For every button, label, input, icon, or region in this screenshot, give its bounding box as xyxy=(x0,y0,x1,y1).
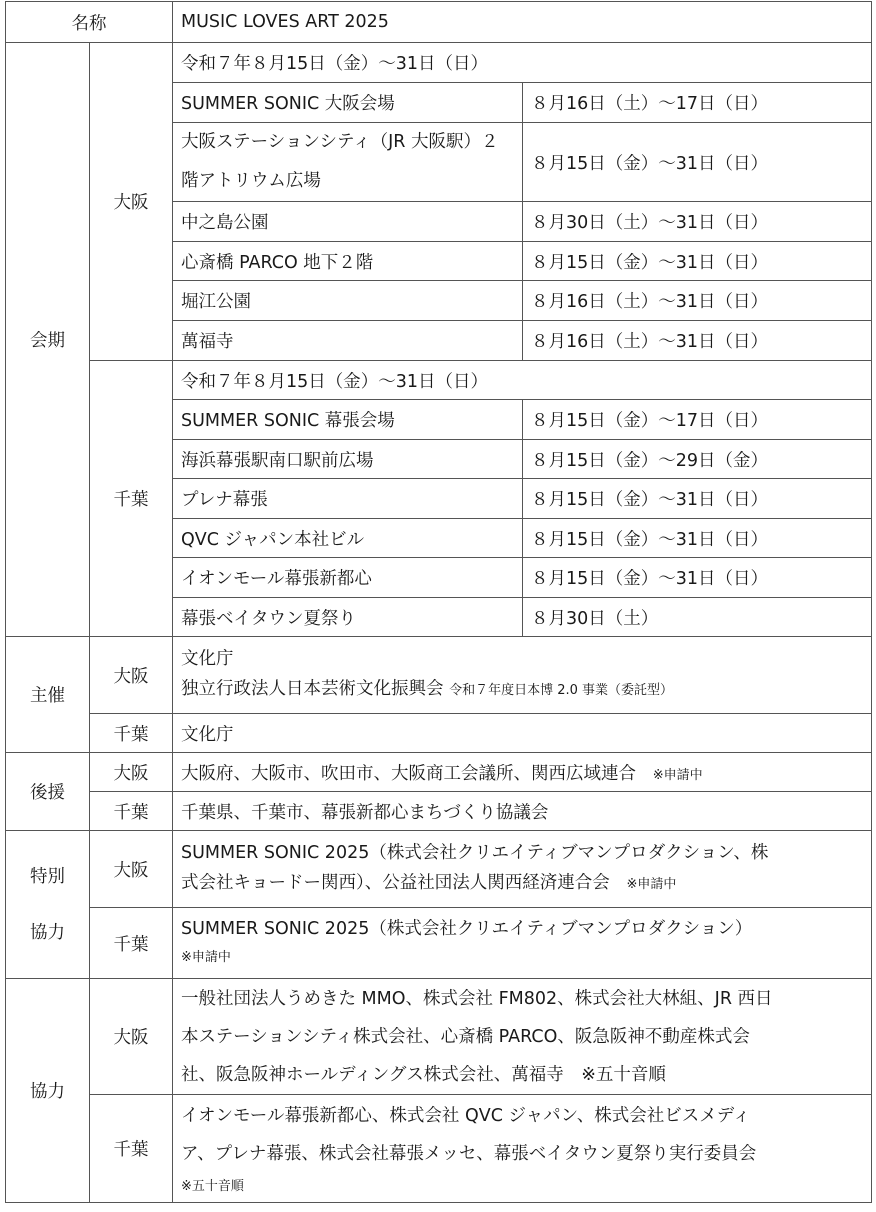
special-osaka-line2-wrap xyxy=(181,868,863,900)
special-chiba-line1: SUMMER SONIC 2025（株式会社クリエイティブマンプロダクション） xyxy=(181,919,753,939)
event-info-table xyxy=(5,1,872,1203)
venue-dates: ８月15日（金）～31日（日） xyxy=(523,242,872,281)
special-label-line2: 協力 xyxy=(30,922,65,943)
cooperation-osaka-value xyxy=(173,979,872,1095)
special-osaka-line2: 式会社キョードー関西）、公益社団法人関西経済連合会 xyxy=(181,873,610,893)
venue-name: SUMMER SONIC 大阪会場 xyxy=(173,83,523,123)
period-chiba-overall-row xyxy=(6,361,872,400)
venue-dates: ８月15日（金）～31日（日） xyxy=(523,479,872,519)
cooperation-label: 協力 xyxy=(6,979,90,1203)
name-label: 名称 xyxy=(6,2,173,43)
venue-name: 幕張ベイタウン夏祭り xyxy=(173,598,523,637)
cooperation-chiba-line1: イオンモール幕張新都心、株式会社 QVC ジャパン、株式会社ビスメディ xyxy=(181,1105,751,1126)
organizer-chiba-value: 文化庁 xyxy=(173,714,872,753)
cooperation-osaka-label: 大阪 xyxy=(90,979,173,1095)
period-label: 会期 xyxy=(6,43,90,637)
special-label-cell xyxy=(6,831,90,979)
cooperation-chiba-note: ※五十音順 xyxy=(181,1178,244,1194)
support-osaka-row xyxy=(6,753,872,792)
venue-dates: ８月15日（金）～29日（金） xyxy=(523,440,872,479)
cooperation-osaka-line2: 本ステーションシティ株式会社、心斎橋 PARCO、阪急阪神不動産株式会 xyxy=(181,1026,750,1047)
organizer-osaka-row xyxy=(6,637,872,714)
support-chiba-label: 千葉 xyxy=(90,792,173,831)
period-chiba-label: 千葉 xyxy=(90,361,173,637)
venue-dates: ８月15日（金）～31日（日） xyxy=(523,519,872,558)
organizer-osaka-value xyxy=(173,637,872,714)
organizer-chiba-label: 千葉 xyxy=(90,714,173,753)
special-osaka-row xyxy=(6,831,872,908)
cooperation-chiba-line2: ア、プレナ幕張、株式会社幕張メッセ、幕張ベイタウン夏祭り実行委員会 xyxy=(181,1143,757,1164)
venue-name: 中之島公園 xyxy=(173,202,523,242)
venue-dates: ８月16日（土）～31日（日） xyxy=(523,281,872,321)
support-osaka-text: 大阪府、大阪市、吹田市、大阪商工会議所、関西広域連合 xyxy=(181,763,636,784)
support-chiba-value: 千葉県、千葉市、幕張新都心まちづくり協議会 xyxy=(173,792,872,831)
cooperation-osaka-line1: 一般社団法人うめきた MMO、株式会社 FM802、株式会社大林組、JR 西日 xyxy=(181,988,773,1009)
venue-dates: ８月15日（金）～31日（日） xyxy=(523,123,872,202)
organizer-osaka-line1: 文化庁 xyxy=(181,649,234,669)
organizer-osaka-line2: 独立行政法人日本芸術文化振興会 xyxy=(181,679,444,699)
venue-name: プレナ幕張 xyxy=(173,479,523,519)
special-osaka-note: ※申請中 xyxy=(626,877,677,892)
venue-name: 堀江公園 xyxy=(173,281,523,321)
name-row xyxy=(6,2,872,43)
organizer-label: 主催 xyxy=(6,637,90,753)
special-label-line1: 特別 xyxy=(30,866,65,887)
special-chiba-note: ※申請中 xyxy=(181,950,231,965)
special-osaka-label: 大阪 xyxy=(90,831,173,908)
venue-dates: ８月15日（金）～31日（日） xyxy=(523,558,872,598)
venue-name: イオンモール幕張新都心 xyxy=(173,558,523,598)
venue-name: 海浜幕張駅南口駅前広場 xyxy=(173,440,523,479)
special-osaka-value xyxy=(173,831,872,908)
venue-dates: ８月16日（土）～31日（日） xyxy=(523,321,872,361)
support-osaka-label: 大阪 xyxy=(90,753,173,792)
venue-dates: ８月30日（土） xyxy=(523,598,872,637)
venue-name: 大阪ステーションシティ（JR 大阪駅）２階アトリウム広場 xyxy=(173,123,523,202)
venue-dates: ８月16日（土）～17日（日） xyxy=(523,83,872,123)
venue-name: 萬福寺 xyxy=(173,321,523,361)
support-chiba-row xyxy=(6,792,872,831)
period-osaka-label: 大阪 xyxy=(90,43,173,361)
period-osaka-overall-row xyxy=(6,43,872,83)
organizer-osaka-line2-wrap xyxy=(181,674,863,706)
organizer-chiba-row xyxy=(6,714,872,753)
period-chiba-overall: 令和７年８月15日（金）～31日（日） xyxy=(173,361,872,400)
support-osaka-note: ※申請中 xyxy=(652,767,703,783)
special-osaka-line1: SUMMER SONIC 2025（株式会社クリエイティブマンプロダクション、株 xyxy=(181,843,769,863)
period-osaka-overall: 令和７年８月15日（金）～31日（日） xyxy=(173,43,872,83)
support-osaka-value xyxy=(173,753,872,792)
venue-dates: ８月30日（土）～31日（日） xyxy=(523,202,872,242)
special-chiba-label: 千葉 xyxy=(90,908,173,979)
cooperation-chiba-value xyxy=(173,1095,872,1203)
support-label: 後援 xyxy=(6,753,90,831)
venue-dates: ８月15日（金）～17日（日） xyxy=(523,400,872,440)
organizer-osaka-line2-small: 令和７年度日本博 2.0 事業（委託型） xyxy=(449,683,674,698)
name-value: MUSIC LOVES ART 2025 xyxy=(173,2,872,43)
special-chiba-value xyxy=(173,908,872,979)
cooperation-osaka-line3: 社、阪急阪神ホールディングス株式会社、萬福寺 ※五十音順 xyxy=(181,1064,666,1085)
organizer-osaka-label: 大阪 xyxy=(90,637,173,714)
venue-name: QVC ジャパン本社ビル xyxy=(173,519,523,558)
cooperation-chiba-label: 千葉 xyxy=(90,1095,173,1203)
cooperation-chiba-row xyxy=(6,1095,872,1203)
venue-name: SUMMER SONIC 幕張会場 xyxy=(173,400,523,440)
venue-name: 心斎橋 PARCO 地下２階 xyxy=(173,242,523,281)
cooperation-osaka-row xyxy=(6,979,872,1095)
special-chiba-row xyxy=(6,908,872,979)
